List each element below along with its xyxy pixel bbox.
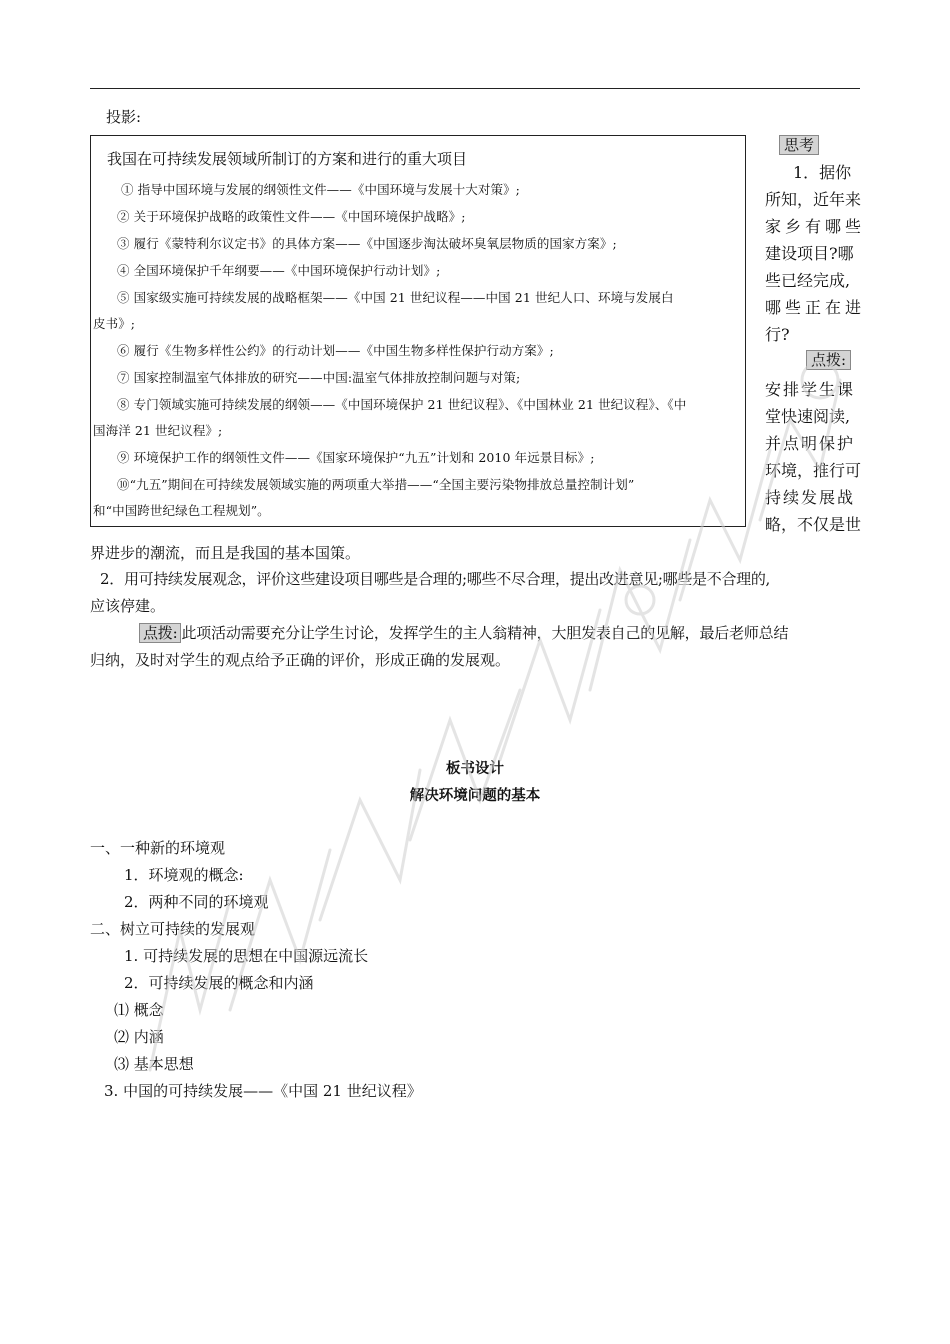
think-line-2: 所知，近年来 <box>765 190 862 209</box>
think-line-6: 哪些正在进 <box>765 298 866 317</box>
outline-2: 二、树立可持续的发展观 <box>90 920 256 938</box>
outline-2-2-2: ⑵ 内涵 <box>114 1028 164 1046</box>
body-line-1: 界进步的潮流，而且是我国的基本国策。 <box>90 544 361 562</box>
board-title: 板书设计 <box>446 761 504 777</box>
hint-line-6: 略，不仅是世 <box>765 515 862 534</box>
body-line-3: 应该停建。 <box>90 597 166 615</box>
header-rule <box>90 88 860 89</box>
box-item-5-cont: 皮书》; <box>93 316 136 331</box>
outline-2-2-3: ⑶ 基本思想 <box>114 1055 194 1073</box>
box-item-10: ⑩“九五”期间在可持续发展领域实施的两项重大举措——“全国主要污染物排放总量控制计划” <box>117 477 635 492</box>
hint-line-4: 环境，推行可 <box>765 461 862 480</box>
outline-1-2: 2．两种不同的环境观 <box>124 893 269 911</box>
outline-1-1: 1．环境观的概念: <box>124 866 244 884</box>
box-item-4: ④ 全国环境保护千年纲要——《中国环境保护行动计划》; <box>117 263 441 278</box>
box-title: 我国在可持续发展领域所制订的方案和进行的重大项目 <box>107 150 468 168</box>
box-item-5: ⑤ 国家级实施可持续发展的战略框架——《中国 21 世纪议程——中国 21 世纪人口、环境与发展白 <box>117 290 674 305</box>
hint-line-3: 并点明保护 <box>765 434 856 453</box>
outline-2-1: 1. 可持续发展的思想在中国源远流长 <box>124 947 369 965</box>
hint-tag-side: 点拨: <box>806 350 851 370</box>
think-line-7: 行? <box>765 325 790 344</box>
think-line-1: 1．据你 <box>793 163 852 182</box>
body-line-5: 归纳，及时对学生的观点给予正确的评价，形成正确的发展观。 <box>90 651 511 669</box>
hint-line-5: 持续发展战 <box>765 488 856 507</box>
board-subtitle: 解决环境问题的基本 <box>409 788 541 804</box>
projects-box <box>90 135 746 527</box>
think-tag: 思考 <box>779 135 819 155</box>
box-item-10-cont: 和“中国跨世纪绿色工程规划”。 <box>93 503 270 518</box>
outline-2-2-1: ⑴ 概念 <box>114 1001 164 1019</box>
think-line-4: 建设项目?哪 <box>765 244 854 263</box>
hint-tag-body: 点拨: <box>139 623 181 643</box>
outline-1: 一、一种新的环境观 <box>90 839 226 857</box>
box-item-9: ⑨ 环境保护工作的纲领性文件——《国家环境保护“九五”计划和 2010 年远景目标》; <box>117 450 595 465</box>
body-line-2: 2．用可持续发展观念，评价这些建设项目哪些是合理的;哪些不尽合理，提出改进意见;哪些是不合理的, <box>100 570 771 588</box>
box-item-8-cont: 国海洋 21 世纪议程》; <box>93 423 223 438</box>
box-item-8: ⑧ 专门领域实施可持续发展的纲领——《中国环境保护 21 世纪议程》、《中国林业 21 世纪议程》、《中 <box>117 397 687 412</box>
hint-line-2: 堂快速阅读, <box>765 407 851 426</box>
outline-2-2: 2．可持续发展的概念和内涵 <box>124 974 314 992</box>
think-line-5: 些已经完成, <box>765 271 851 290</box>
box-item-2: ② 关于环境保护战略的政策性文件——《中国环境保护战略》; <box>117 209 466 224</box>
outline-2-3: 3. 中国的可持续发展——《中国 21 世纪议程》 <box>104 1082 422 1100</box>
hint-line-1: 安排学生课 <box>765 380 856 399</box>
projection-label: 投影: <box>106 108 142 126</box>
think-line-3: 家乡有哪些 <box>765 217 866 236</box>
box-item-3: ③ 履行《蒙特利尔议定书》的具体方案——《中国逐步淘汰破坏臭氧层物质的国家方案》; <box>117 236 617 251</box>
body-line-4 <box>139 622 788 643</box>
body-line-4-text: 此项活动需要充分让学生讨论，发挥学生的主人翁精神，大胆发表自己的见解，最后老师总结 <box>181 624 789 642</box>
box-item-1: ① 指导中国环境与发展的纲领性文件——《中国环境与发展十大对策》; <box>121 182 520 197</box>
box-item-6: ⑥ 履行《生物多样性公约》的行动计划——《中国生物多样性保护行动方案》; <box>117 343 554 358</box>
box-item-7: ⑦ 国家控制温室气体排放的研究——中国:温室气体排放控制问题与对策; <box>117 370 521 385</box>
